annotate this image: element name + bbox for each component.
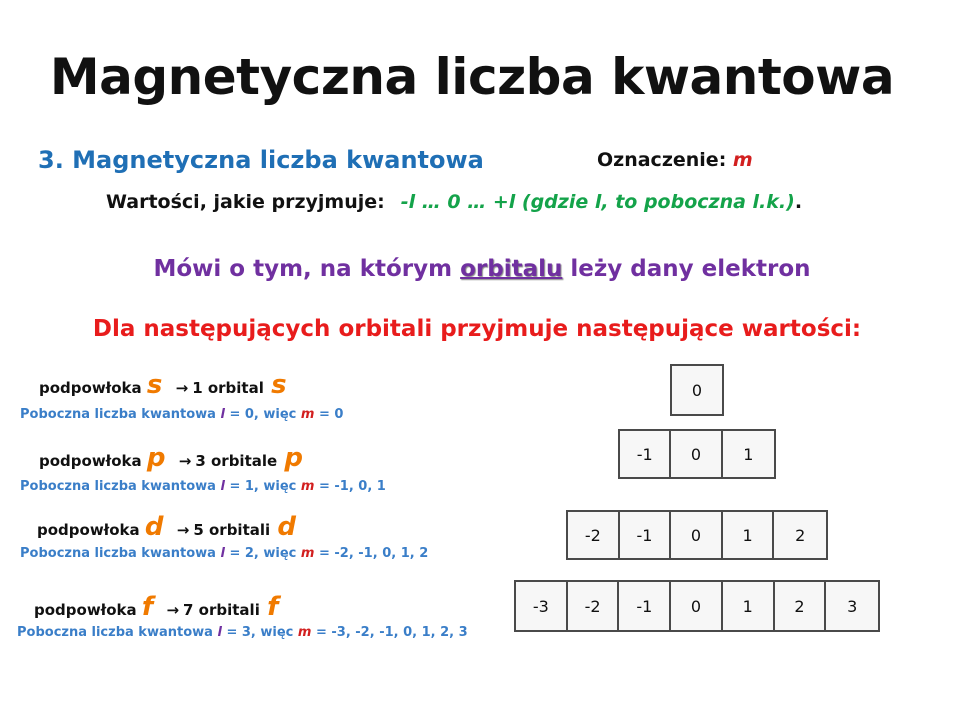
meaning-after: leży dany elektron xyxy=(562,256,811,282)
subshell-prefix: podpowłoka xyxy=(39,452,142,470)
meaning-before: Mówi o tym, na którym xyxy=(153,256,461,282)
arrow-icon: → xyxy=(166,601,180,619)
intro-line: Dla następujących orbitali przyjmuje następujące wartości: xyxy=(92,316,862,342)
subshell-f-line xyxy=(34,592,278,622)
subshell-f-info xyxy=(17,625,468,640)
subshell-letter: d xyxy=(144,512,164,542)
orbital-box: 1 xyxy=(743,444,754,464)
meaning-line xyxy=(0,256,960,282)
subshell-p-info xyxy=(20,479,386,494)
orbital-box: 0 xyxy=(671,431,722,477)
orbital-box: 2 xyxy=(775,582,827,630)
values-range: -l … 0 … +l (gdzie l, to poboczna l.k.) xyxy=(400,191,795,213)
m-symbol: m xyxy=(300,479,315,494)
m-values: = -2, -1, 0, 1, 2 xyxy=(314,546,429,561)
meaning-highlight: orbitalu xyxy=(460,256,563,282)
subshell-p-line xyxy=(39,443,303,473)
l-symbol: l xyxy=(220,407,225,422)
subshell-d-line xyxy=(37,512,296,542)
orbital-box: 1 xyxy=(723,582,775,630)
orbital-box: 1 xyxy=(723,512,775,558)
orbital-count: 7 orbitali xyxy=(183,601,260,619)
orbital-count: 5 orbitali xyxy=(193,521,271,539)
subshell-d-info xyxy=(20,546,428,561)
orbital-count: 3 orbitale xyxy=(195,452,278,470)
slide-title: Magnetyczna liczba kwantowa xyxy=(49,48,895,106)
subshell-prefix: podpowłoka xyxy=(37,521,140,539)
subshell-letter: f xyxy=(267,592,279,622)
info-prefix: Poboczna liczba kwantowa xyxy=(20,479,221,494)
arrow-icon: → xyxy=(176,521,190,539)
section-heading: 3. Magnetyczna liczba kwantowa xyxy=(38,146,484,174)
subshell-letter: f xyxy=(141,592,154,622)
orbital-row-s xyxy=(670,364,724,416)
l-symbol: l xyxy=(220,546,225,561)
designation-symbol: m xyxy=(732,149,753,171)
subshell-s-line xyxy=(39,370,287,400)
subshell-prefix: podpowłoka xyxy=(39,379,142,397)
values-label: Wartości, jakie przyjmuje: xyxy=(106,191,385,213)
values-end: . xyxy=(794,191,803,213)
orbital-box: 3 xyxy=(847,596,858,616)
info-prefix: Poboczna liczba kwantowa xyxy=(17,625,218,640)
info-prefix: Poboczna liczba kwantowa xyxy=(20,546,221,561)
orbital-row-d xyxy=(566,510,828,560)
orbital-box: -1 xyxy=(620,431,671,477)
l-value: = 2, więc xyxy=(224,546,301,561)
l-symbol: l xyxy=(217,625,222,640)
subshell-letter: s xyxy=(271,370,287,400)
subshell-s-info xyxy=(20,407,343,422)
orbital-box: 0 xyxy=(671,582,723,630)
m-values: = -1, 0, 1 xyxy=(314,479,386,494)
subshell-letter: p xyxy=(284,443,304,473)
orbital-count: 1 orbital xyxy=(192,379,264,397)
orbital-box: 0 xyxy=(671,512,723,558)
orbital-box: -2 xyxy=(568,512,620,558)
subshell-letter: d xyxy=(277,512,297,542)
orbital-row-p xyxy=(618,429,776,479)
l-value: = 0, więc xyxy=(224,407,301,422)
orbital-box: -2 xyxy=(568,582,620,630)
subshell-prefix: podpowłoka xyxy=(34,601,137,619)
orbital-box: 0 xyxy=(691,380,703,400)
designation-line xyxy=(597,149,753,171)
m-symbol: m xyxy=(300,546,315,561)
l-symbol: l xyxy=(220,479,225,494)
m-symbol: m xyxy=(300,407,315,422)
orbital-box: -1 xyxy=(619,582,671,630)
m-symbol: m xyxy=(297,625,312,640)
info-prefix: Poboczna liczba kwantowa xyxy=(20,407,221,422)
orbital-box: -3 xyxy=(516,582,568,630)
orbital-box: -1 xyxy=(620,512,672,558)
l-value: = 1, więc xyxy=(224,479,301,494)
subshell-letter: p xyxy=(146,443,166,473)
orbital-box: 2 xyxy=(795,525,806,545)
subshell-letter: s xyxy=(146,370,163,400)
arrow-icon: → xyxy=(178,452,192,470)
designation-label: Oznaczenie: xyxy=(597,149,727,171)
orbital-row-f xyxy=(514,580,880,632)
l-value: = 3, więc xyxy=(221,625,298,640)
values-line xyxy=(106,191,802,213)
arrow-icon: → xyxy=(175,379,189,397)
m-values: = -3, -2, -1, 0, 1, 2, 3 xyxy=(311,625,468,640)
m-values: = 0 xyxy=(314,407,344,422)
